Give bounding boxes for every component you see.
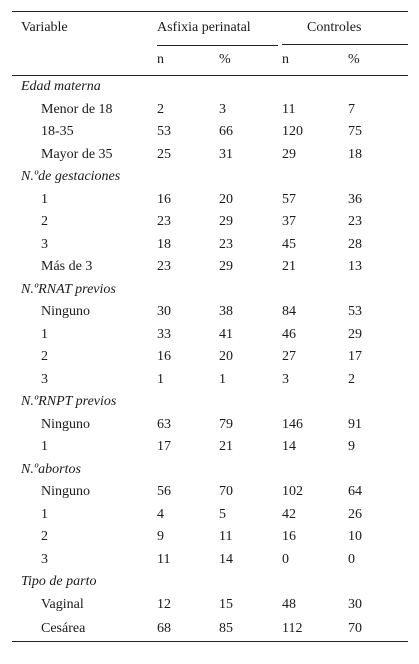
cell-asfixia-pct: 79: [219, 416, 233, 432]
cell-controles-n: 84: [282, 304, 296, 320]
cell-asfixia-n: 1: [157, 371, 164, 387]
cell-controles-n: 3: [282, 371, 289, 387]
row-label: 2: [41, 529, 48, 545]
cell-asfixia-n: 11: [157, 551, 171, 567]
row-label: 3: [41, 236, 48, 252]
cell-controles-n: 0: [282, 551, 289, 567]
data-table: [12, 11, 408, 642]
table-row: [12, 211, 408, 234]
table-row: [12, 301, 408, 324]
row-label: Ninguno: [41, 416, 90, 432]
header-group-asfixia: [157, 12, 282, 45]
row-label: 2: [41, 349, 48, 365]
cell-asfixia-n: 4: [157, 506, 164, 522]
row-label: Mayor de 35: [41, 146, 113, 162]
cell-asfixia-pct: 3: [219, 101, 226, 117]
cell-controles-pct: 36: [348, 191, 362, 207]
cell-asfixia-pct: 70: [219, 484, 233, 500]
cell-controles-pct: 29: [348, 326, 362, 342]
section-title: Edad materna: [21, 79, 101, 95]
cell-controles-n: 37: [282, 214, 296, 230]
cell-controles-pct: 64: [348, 484, 362, 500]
header-group-controles: [282, 12, 408, 45]
cell-controles-n: 112: [282, 616, 348, 642]
cell-asfixia-n: 53: [157, 124, 171, 140]
header-group-controles-label: Controles: [307, 20, 362, 35]
cell-controles-pct: 0: [348, 551, 355, 567]
cell-controles-n: 27: [282, 349, 296, 365]
header-variable: Variable: [12, 12, 157, 45]
table-row: [12, 526, 408, 549]
header-controles-n: n: [282, 45, 348, 76]
cell-asfixia-pct: 38: [219, 304, 233, 320]
row-label: Más de 3: [41, 259, 93, 275]
cell-controles-n: 45: [282, 236, 296, 252]
table-body: [12, 76, 408, 642]
cell-controles-pct: 7: [348, 101, 355, 117]
cell-controles-pct: 2: [348, 371, 355, 387]
table-row: [12, 144, 408, 167]
table-row: [12, 99, 408, 122]
header-asfixia-n: n: [157, 45, 219, 76]
cell-controles-n: 146: [282, 416, 303, 432]
section-row: [12, 166, 408, 189]
group-underline-asfixia: [157, 45, 278, 46]
cell-asfixia-pct: 1: [219, 371, 226, 387]
cell-asfixia-n: 9: [157, 529, 164, 545]
section-row: [12, 459, 408, 482]
row-label: 1: [41, 326, 48, 342]
cell-asfixia-pct: 66: [219, 124, 233, 140]
cell-controles-n: 21: [282, 259, 296, 275]
cell-asfixia-n: 23: [157, 259, 171, 275]
table-row: [12, 234, 408, 257]
row-label: 2: [41, 214, 48, 230]
cell-controles-pct: 26: [348, 506, 362, 522]
cell-controles-pct: 9: [348, 439, 355, 455]
section-title: N.ºRNPT previos: [21, 394, 117, 410]
cell-controles-n: 46: [282, 326, 296, 342]
cell-asfixia-n: 16: [157, 349, 171, 365]
row-label: Vaginal: [41, 596, 84, 612]
table-row: [12, 436, 408, 459]
header-asfixia-pct: %: [219, 45, 282, 76]
cell-asfixia-n: 33: [157, 326, 171, 342]
section-row: [12, 571, 408, 594]
row-label: Ninguno: [41, 304, 90, 320]
cell-asfixia-pct: 11: [219, 529, 233, 545]
cell-controles-pct: 91: [348, 416, 362, 432]
row-label: Menor de 18: [41, 101, 113, 117]
cell-asfixia-pct: 29: [219, 259, 233, 275]
cell-asfixia-pct: 31: [219, 146, 233, 162]
cell-asfixia-pct: 21: [219, 439, 233, 455]
cell-controles-n: 57: [282, 191, 296, 207]
section-title: N.ºRNAT previos: [21, 281, 116, 297]
table-row: [12, 346, 408, 369]
header-group-asfixia-label: Asfixia perinatal: [157, 20, 251, 36]
table-row: [12, 549, 408, 572]
row-label: 3: [41, 371, 48, 387]
table-row: [12, 121, 408, 144]
row-label: 18-35: [41, 124, 74, 140]
cell-asfixia-pct: 14: [219, 551, 233, 567]
row-label: 1: [41, 191, 48, 207]
row-label: Cesárea: [12, 616, 157, 642]
cell-controles-n: 120: [282, 124, 303, 140]
section-title: Tipo de parto: [21, 574, 97, 590]
cell-controles-pct: 10: [348, 529, 362, 545]
section-row: [12, 391, 408, 414]
row-label: 1: [41, 506, 48, 522]
cell-asfixia-pct: 41: [219, 326, 233, 342]
row-label: 3: [41, 551, 48, 567]
cell-controles-n: 102: [282, 484, 303, 500]
header-controles-pct: %: [348, 45, 408, 76]
cell-asfixia-pct: 15: [219, 596, 233, 612]
cell-controles-n: 29: [282, 146, 296, 162]
data-table-container: [12, 11, 408, 642]
cell-asfixia-n: 56: [157, 484, 171, 500]
cell-asfixia-n: 12: [157, 596, 171, 612]
cell-asfixia-n: 23: [157, 214, 171, 230]
cell-asfixia-pct: 20: [219, 349, 233, 365]
table-header: [12, 12, 408, 76]
cell-controles-n: 48: [282, 596, 296, 612]
table-row: [12, 504, 408, 527]
cell-asfixia-n: 17: [157, 439, 171, 455]
cell-asfixia-pct: 5: [219, 506, 226, 522]
table-row: [12, 189, 408, 212]
cell-controles-pct: 13: [348, 259, 362, 275]
cell-controles-n: 14: [282, 439, 296, 455]
cell-asfixia-pct: 23: [219, 236, 233, 252]
cell-asfixia-pct: 29: [219, 214, 233, 230]
cell-controles-pct: 30: [348, 596, 362, 612]
table-row: [12, 256, 408, 279]
cell-controles-pct: 75: [348, 124, 362, 140]
table-row: [12, 481, 408, 504]
cell-controles-n: 42: [282, 506, 296, 522]
cell-controles-pct: 17: [348, 349, 362, 365]
cell-asfixia-n: 63: [157, 416, 171, 432]
cell-controles-pct: 53: [348, 304, 362, 320]
section-title: N.ºde gestaciones: [21, 169, 121, 185]
table-row: [12, 594, 408, 617]
table-row: [12, 324, 408, 347]
section-row: [12, 279, 408, 302]
cell-controles-pct: 28: [348, 236, 362, 252]
cell-asfixia-n: 25: [157, 146, 171, 162]
cell-controles-pct: 23: [348, 214, 362, 230]
header-row-groups: [12, 12, 408, 45]
cell-asfixia-n: 30: [157, 304, 171, 320]
cell-asfixia-n: 68: [157, 616, 219, 642]
section-title: N.ºabortos: [21, 461, 81, 477]
header-row-columns: [12, 45, 408, 76]
row-label: 1: [41, 439, 48, 455]
cell-asfixia-n: 16: [157, 191, 171, 207]
table-row: [12, 369, 408, 392]
cell-asfixia-n: 2: [157, 101, 164, 117]
section-row: [12, 76, 408, 99]
cell-asfixia-n: 18: [157, 236, 171, 252]
table-row: [12, 414, 408, 437]
cell-controles-pct: 18: [348, 146, 362, 162]
cell-controles-n: 11: [282, 101, 296, 117]
header-blank: [12, 45, 157, 76]
cell-asfixia-pct: 85: [219, 616, 282, 642]
cell-controles-pct: 70: [348, 616, 408, 642]
table-row: [12, 616, 408, 642]
cell-asfixia-pct: 20: [219, 191, 233, 207]
cell-controles-n: 16: [282, 529, 296, 545]
row-label: Ninguno: [41, 484, 90, 500]
